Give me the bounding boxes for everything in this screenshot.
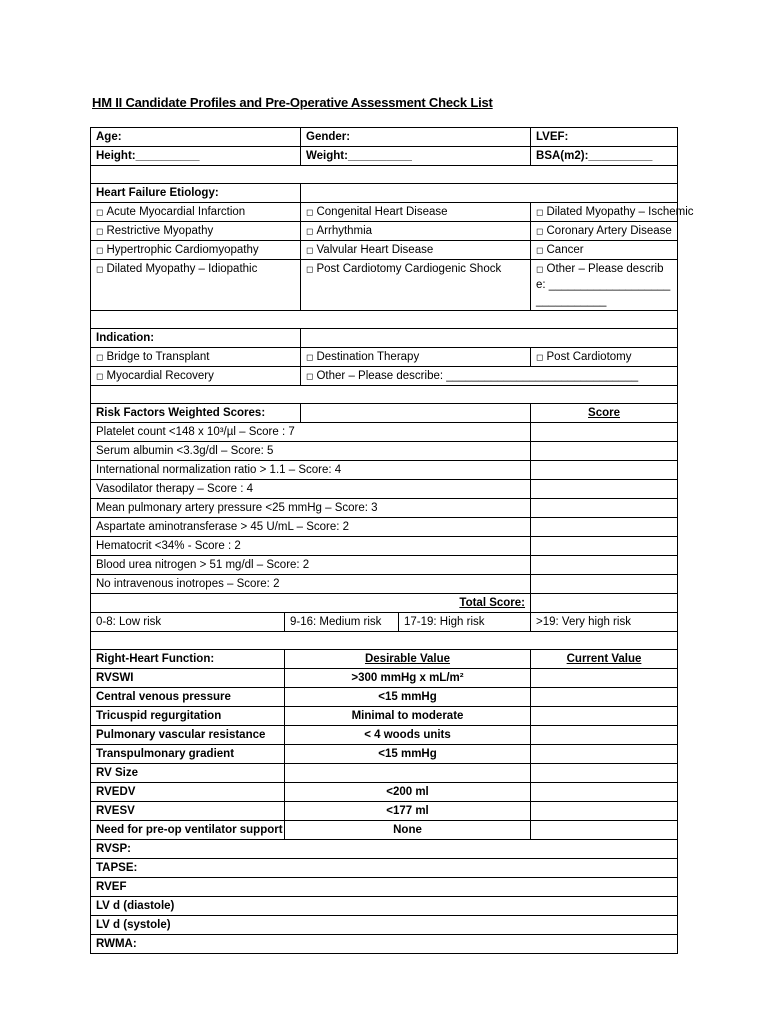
risk-factor-row [91,442,678,461]
risk-category-very-high: >19: Very high risk [531,613,678,632]
score-cell[interactable] [531,499,678,518]
etiology-option[interactable]: ◻ Acute Myocardial Infarction [91,203,301,222]
risk-factor-row [91,518,678,537]
risk-factor-label: Serum albumin <3.3g/dl – Score: 5 [91,442,531,461]
extra-measure-row [91,859,678,878]
etiology-option[interactable]: ◻ Hypertrophic Cardiomyopathy [91,241,301,260]
etiology-option[interactable]: ◻ Restrictive Myopathy [91,222,301,241]
demographics-row-2 [91,147,678,166]
right-heart-row: RVSWI >300 mmHg x mL/m² [91,669,678,688]
weight-field[interactable]: Weight:__________ [301,147,531,166]
extra-measure-row [91,935,678,954]
total-score-row [91,594,678,613]
risk-factor-label: Blood urea nitrogen > 51 mg/dl – Score: 2 [91,556,531,575]
etiology-option[interactable]: ◻ Dilated Myopathy – Idiopathic [91,260,301,311]
checkbox-icon[interactable]: ◻ [306,352,314,362]
checkbox-icon[interactable]: ◻ [96,207,104,217]
extra-measure-field[interactable]: LV d (diastole) [91,897,678,916]
extra-measure-field[interactable]: TAPSE: [91,859,678,878]
lvef-field[interactable]: LVEF: [531,128,678,147]
demographics-row-1 [91,128,678,147]
score-cell[interactable] [531,575,678,594]
extra-measure-field[interactable]: LV d (systole) [91,916,678,935]
score-cell[interactable] [531,518,678,537]
indication-option[interactable]: ◻ Myocardial Recovery [91,367,301,386]
risk-category-medium: 9-16: Medium risk [285,613,399,632]
risk-factor-label: Platelet count <148 x 10³/µl – Score : 7 [91,423,531,442]
score-cell[interactable] [531,537,678,556]
right-heart-row: Pulmonary vascular resistance < 4 woods units [91,726,678,745]
etiology-row-3 [91,241,678,260]
risk-header-row [91,404,678,423]
current-value-cell[interactable] [531,669,678,688]
right-heart-row: Transpulmonary gradient <15 mmHg [91,745,678,764]
indication-header-row [91,329,678,348]
risk-factor-label: Mean pulmonary artery pressure <25 mmHg – Score: 3 [91,499,531,518]
risk-category-low: 0-8: Low risk [91,613,285,632]
risk-factor-row [91,575,678,594]
etiology-header-row [91,184,678,203]
etiology-row-4 [91,260,678,311]
checkbox-icon[interactable]: ◻ [96,352,104,362]
etiology-heading: Heart Failure Etiology: [91,184,301,203]
gender-field[interactable]: Gender: [301,128,531,147]
etiology-option[interactable]: ◻ Valvular Heart Disease [301,241,531,260]
checkbox-icon[interactable]: ◻ [536,226,544,236]
checkbox-icon[interactable]: ◻ [536,352,544,362]
bsa-field[interactable]: BSA(m2):__________ [531,147,678,166]
total-score-cell[interactable] [531,594,678,613]
score-cell[interactable] [531,556,678,575]
checkbox-icon[interactable]: ◻ [96,371,104,381]
etiology-option[interactable]: ◻ Post Cardiotomy Cardiogenic Shock [301,260,531,311]
risk-factor-label: Vasodilator therapy – Score : 4 [91,480,531,499]
extra-measure-row [91,897,678,916]
indication-option[interactable]: ◻ Other – Please describe: ______________________________ [301,367,678,386]
current-value-cell[interactable] [531,745,678,764]
risk-factor-label: Aspartate aminotransferase > 45 U/mL – Score: 2 [91,518,531,537]
extra-measure-field[interactable]: RWMA: [91,935,678,954]
current-value-header: Current Value [531,650,678,669]
total-score-label: Total Score: [91,594,531,613]
right-heart-row: RVEDV <200 ml [91,783,678,802]
etiology-row-2 [91,222,678,241]
checkbox-icon[interactable]: ◻ [536,264,544,274]
score-cell[interactable] [531,461,678,480]
etiology-option[interactable]: ◻ Dilated Myopathy – Ischemic [531,203,678,222]
risk-factor-row [91,556,678,575]
risk-category-high: 17-19: High risk [399,613,531,632]
indication-option[interactable]: ◻ Post Cardiotomy [531,348,678,367]
checkbox-icon[interactable]: ◻ [96,226,104,236]
risk-factor-row [91,423,678,442]
checkbox-icon[interactable]: ◻ [306,226,314,236]
risk-heading: Risk Factors Weighted Scores: [91,404,301,423]
current-value-cell[interactable] [531,783,678,802]
risk-factor-row [91,461,678,480]
indication-option[interactable]: ◻ Destination Therapy [301,348,531,367]
indication-row-2 [91,367,678,386]
page-title: HM II Candidate Profiles and Pre-Operative Assessment Check List [92,95,493,110]
height-field[interactable]: Height:__________ [91,147,301,166]
current-value-cell[interactable] [531,688,678,707]
extra-measure-row [91,840,678,859]
etiology-option[interactable]: ◻ Arrhythmia [301,222,531,241]
right-heart-header-row [91,650,678,669]
current-value-cell[interactable] [531,802,678,821]
checkbox-icon[interactable]: ◻ [536,245,544,255]
right-heart-heading: Right-Heart Function: [91,650,285,669]
extra-measure-row [91,878,678,897]
risk-factor-label: No intravenous inotropes – Score: 2 [91,575,531,594]
checkbox-icon[interactable]: ◻ [306,245,314,255]
etiology-option[interactable]: ◻ Cancer [531,241,678,260]
desirable-value-header: Desirable Value [285,650,531,669]
spacer-row [91,386,678,404]
risk-category-row [91,613,678,632]
checkbox-icon[interactable]: ◻ [536,207,544,217]
current-value-cell[interactable] [531,726,678,745]
right-heart-row: Central venous pressure <15 mmHg [91,688,678,707]
right-heart-row: Need for pre-op ventilator support None [91,821,678,840]
extra-measure-row [91,916,678,935]
checkbox-icon[interactable]: ◻ [306,264,314,274]
indication-row-1 [91,348,678,367]
extra-measure-field[interactable]: RVSP: [91,840,678,859]
risk-factor-row [91,480,678,499]
indication-heading: Indication: [91,329,301,348]
risk-factor-label: International normalization ratio > 1.1 – Score: 4 [91,461,531,480]
right-heart-row: Tricuspid regurgitation Minimal to moderate [91,707,678,726]
etiology-row-1 [91,203,678,222]
etiology-option[interactable]: ◻ Coronary Artery Disease [531,222,678,241]
current-value-cell[interactable] [531,821,678,840]
etiology-option[interactable]: ◻ Other – Please describe: ______________________________ [531,260,678,311]
current-value-cell[interactable] [531,764,678,783]
score-cell[interactable] [531,442,678,461]
score-cell[interactable] [531,423,678,442]
right-heart-row: RVESV <177 ml [91,802,678,821]
risk-factor-row [91,499,678,518]
right-heart-row: RV Size [91,764,678,783]
current-value-cell[interactable] [531,707,678,726]
checkbox-icon[interactable]: ◻ [306,207,314,217]
checkbox-icon[interactable]: ◻ [96,264,104,274]
spacer-row [91,311,678,329]
etiology-option[interactable]: ◻ Congenital Heart Disease [301,203,531,222]
assessment-checklist-table [90,127,694,954]
age-field[interactable]: Age: [91,128,301,147]
checkbox-icon[interactable]: ◻ [306,371,314,381]
spacer-row [91,166,678,184]
score-cell[interactable] [531,480,678,499]
risk-factor-row [91,537,678,556]
spacer-row [91,632,678,650]
checkbox-icon[interactable]: ◻ [96,245,104,255]
score-header: Score [531,404,678,423]
indication-option[interactable]: ◻ Bridge to Transplant [91,348,301,367]
extra-measure-field[interactable]: RVEF [91,878,678,897]
risk-factor-label: Hematocrit <34% - Score : 2 [91,537,531,556]
